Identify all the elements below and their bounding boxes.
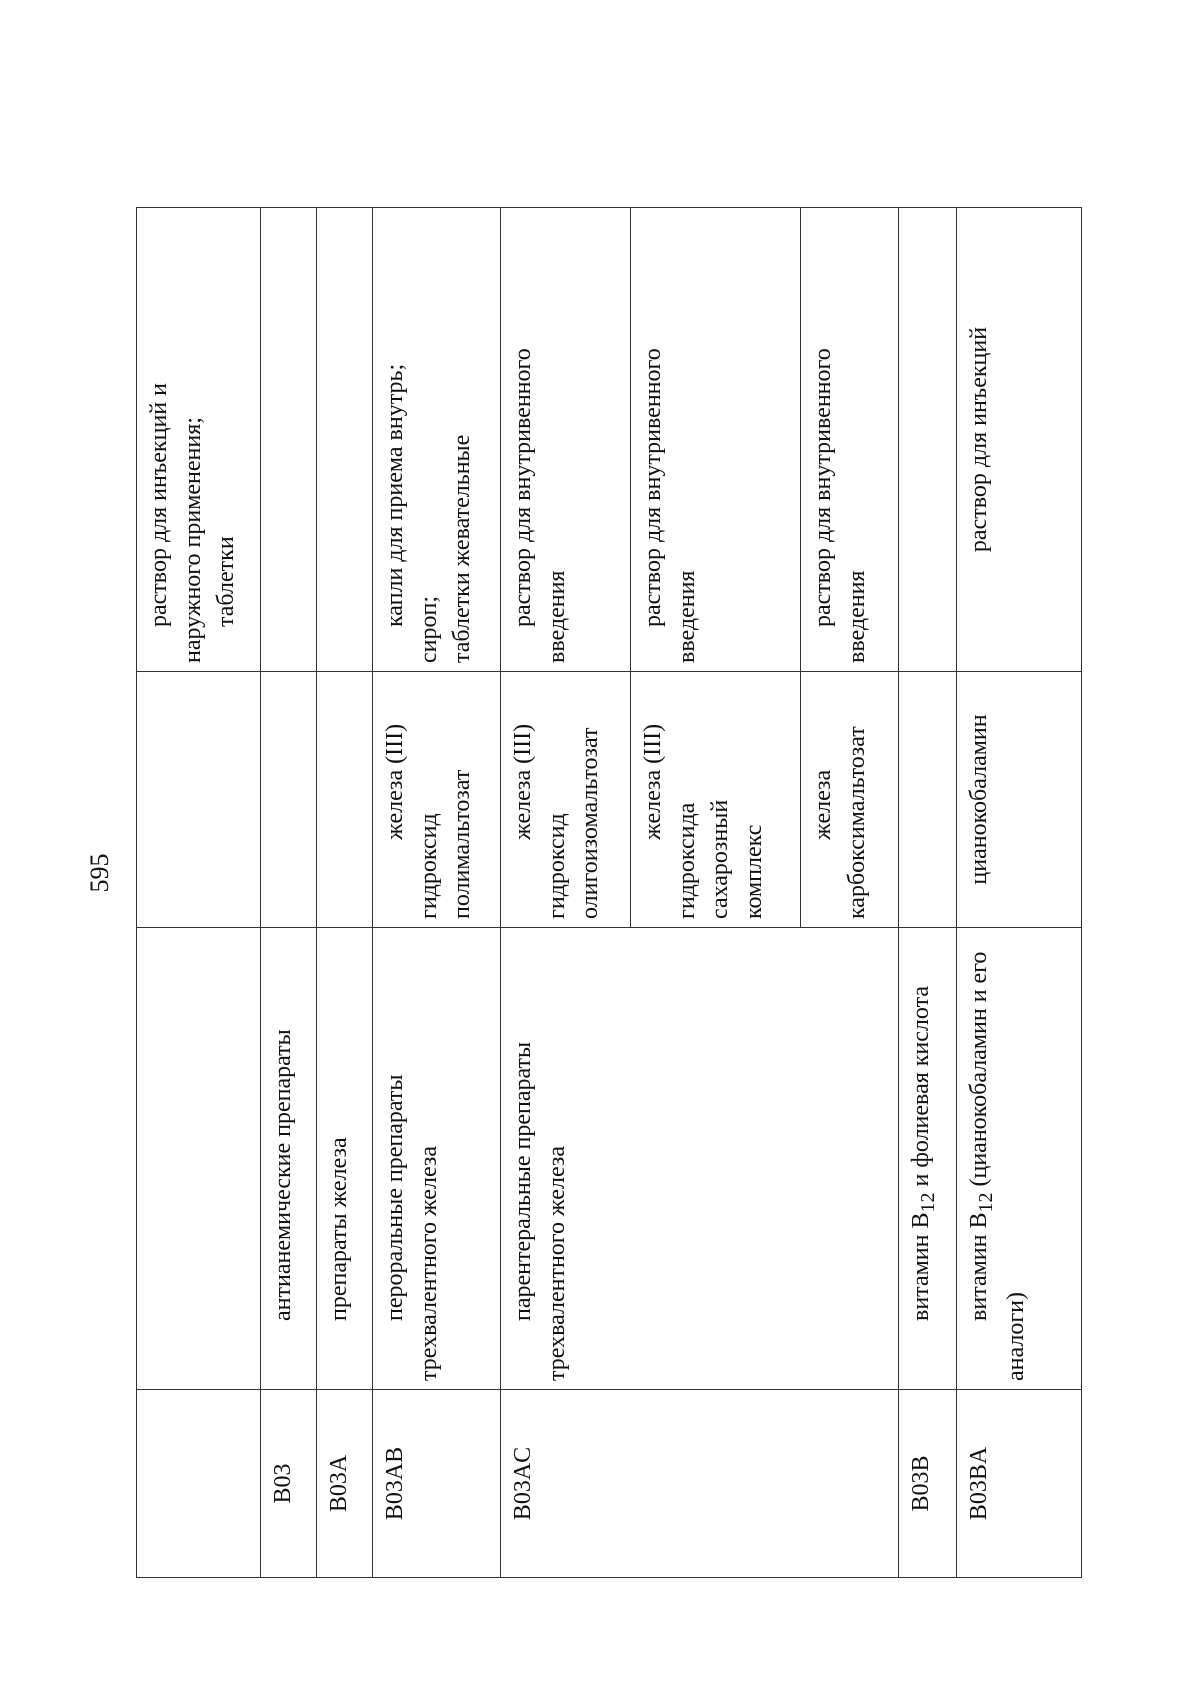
rotated-table-wrapper bbox=[136, 208, 1082, 1578]
name-cell: витамин $B_{12}$ и фолиевая кислота bbox=[899, 928, 957, 1390]
drug-cell bbox=[137, 672, 261, 928]
drug-cell: железа (III) гидроксид полимальтозат bbox=[373, 672, 501, 928]
code-cell: B03AC bbox=[501, 1390, 899, 1578]
code-cell: B03A bbox=[317, 1390, 373, 1578]
table-row-b03ac bbox=[501, 208, 631, 1578]
form-cell: раствор для внутривенного введения bbox=[631, 208, 801, 672]
form-cell bbox=[899, 208, 957, 672]
name-cell: пероральные препараты трехвалентного железа bbox=[373, 928, 501, 1390]
form-cell: раствор для инъекций и наружного применения; таблетки bbox=[137, 208, 261, 672]
drug-cell bbox=[261, 672, 317, 928]
name-cell: витамин $B_{12}$ (цианокобаламин и его аналоги) bbox=[957, 928, 1082, 1390]
drug-cell: железа (III) гидроксида сахарозный комплекс bbox=[631, 672, 801, 928]
drug-cell bbox=[899, 672, 957, 928]
drug-table bbox=[136, 207, 1082, 1578]
drug-cell bbox=[317, 672, 373, 928]
table-row-b03b bbox=[899, 208, 957, 1578]
name-cell: парентеральные препараты трехвалентного железа bbox=[501, 928, 899, 1390]
page-number: 595 bbox=[85, 853, 114, 893]
table-row-b03ab bbox=[373, 208, 501, 1578]
table-row-b03a bbox=[317, 208, 373, 1578]
name-cell: антианемические препараты bbox=[261, 928, 317, 1390]
form-cell: раствор для внутривенного введения bbox=[801, 208, 899, 672]
form-cell bbox=[261, 208, 317, 672]
name-cell: препараты железа bbox=[317, 928, 373, 1390]
form-cell: раствор для инъекций bbox=[957, 208, 1082, 672]
table-row bbox=[137, 208, 261, 1578]
drug-cell: железа карбоксимальтозат bbox=[801, 672, 899, 928]
code-cell: B03AB bbox=[373, 1390, 501, 1578]
drug-cell: цианокобаламин bbox=[957, 672, 1082, 928]
form-cell bbox=[317, 208, 373, 672]
table-row-b03ba bbox=[957, 208, 1082, 1578]
code-cell: B03BA bbox=[957, 1390, 1082, 1578]
form-cell: раствор для внутривенного введения bbox=[501, 208, 631, 672]
code-cell bbox=[137, 1390, 261, 1578]
table-row-b03 bbox=[261, 208, 317, 1578]
name-cell bbox=[137, 928, 261, 1390]
code-cell: B03 bbox=[261, 1390, 317, 1578]
drug-cell: железа (III) гидроксид олигоизомальтозат bbox=[501, 672, 631, 928]
form-cell: капли для приема внутрь; сироп; таблетки жевательные bbox=[373, 208, 501, 672]
code-cell: B03B bbox=[899, 1390, 957, 1578]
